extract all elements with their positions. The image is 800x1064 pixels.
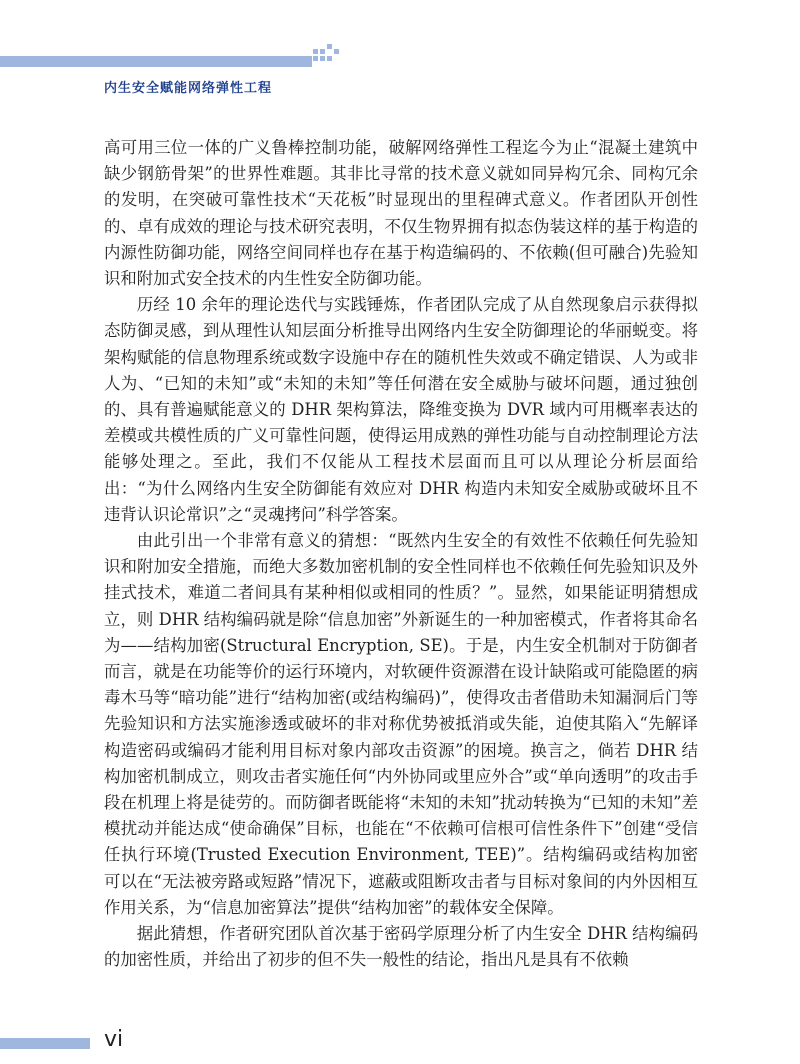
body-text bbox=[104, 135, 698, 974]
paragraph-1: 高可用三位一体的广义鲁棒控制功能，破解网络弹性工程迄今为止“混凝土建筑中缺少钢筋骨架”的世界性难题。其非比寻常的技术意义就如同异构冗余、同构冗余的发明，在突破可靠性技术“天花板”时显现出的里程碑式意义。作者团队开创性的、卓有成效的理论与技术研究表明，不仅生物界拥有拟态伪装这样的基于构造的内源性防御功能，网络空间同样也存在基于构造编码的、不依赖(但可融合)先验知识和附加式安全技术的内生性安全防御功能。 bbox=[104, 138, 698, 289]
header-pixel-decoration bbox=[306, 44, 346, 68]
page-number: vi bbox=[104, 1027, 124, 1052]
paragraph-2: 历经 10 余年的理论迭代与实践锤炼，作者团队完成了从自然现象启示获得拟态防御灵感，到从理性认知层面分析推导出网络内生安全防御理论的华丽蜕变。将架构赋能的信息物理系统或数字设施中存在的随机性失效或不确定错误、人为或非人为、“已知的未知”或“未知的未知”等任何潜在安全威胁与破坏问题，通过独创的、具有普遍赋能意义的 DHR 架构算法，降维变换为 DVR 域内可用概率表达的差模或共模性质的广义可靠性问题，使得运用成熟的弹性功能与自动控制理论方法能够处理之。至此，我们不仅能从工程技术层面而且可以从理论分析层面给出：“为什么网络内生安全防御能有效应对 DHR 构造内未知安全威胁或破坏且不违背认识论常识”之“灵魂拷问”科学答案。 bbox=[104, 295, 698, 524]
paragraph-4: 据此猜想，作者研究团队首次基于密码学原理分析了内生安全 DHR 结构编码的加密性质，并给出了初步的但不失一般性的结论，指出凡是具有不依赖 bbox=[104, 924, 698, 970]
running-header-title: 内生安全赋能网络弹性工程 bbox=[104, 81, 273, 96]
paragraph-3: 由此引出一个非常有意义的猜想：“既然内生安全的有效性不依赖任何先验知识和附加安全措施，而绝大多数加密机制的安全性同样也不依赖任何先验知识及外挂式技术，难道二者间具有某种相似或相同的性质？”。显然，如果能证明猜想成立，则 DHR 结构编码就是除“信息加密”外新诞生的一种加密模式，作者将其命名为——结构加密(Structural Encryption, SE)。于是，内生安全机制对于防御者而言，就是在功能等价的运行环境内，对软硬件资源潜在设计缺陷或可能隐匿的病毒木马等“暗功能”进行“结构加密(或结构编码)”，使得攻击者借助未知漏洞后门等先验知识和方法实施渗透或破坏的非对称优势被抵消或失能，迫使其陷入“先解译构造密码或编码才能利用目标对象内部攻击资源”的困境。换言之，倘若 DHR 结构加密机制成立，则攻击者实施任何“内外协同或里应外合”或“单向透明”的攻击手段在机理上将是徒劳的。而防御者既能将“未知的未知”扰动转换为“已知的未知”差模扰动并能达成“使命确保”目标，也能在“不依赖可信根可信性条件下”创建“受信任执行环境(Trusted Execution Environment, TEE)”。结构编码或结构加密可以在“无法被旁路或短路”情况下，遮蔽或阻断攻击者与目标对象间的内外因相互作用关系，为“信息加密算法”提供“结构加密”的载体安全保障。 bbox=[104, 531, 698, 917]
footer-accent-bar bbox=[0, 1038, 90, 1049]
header-accent-bar bbox=[0, 56, 312, 67]
